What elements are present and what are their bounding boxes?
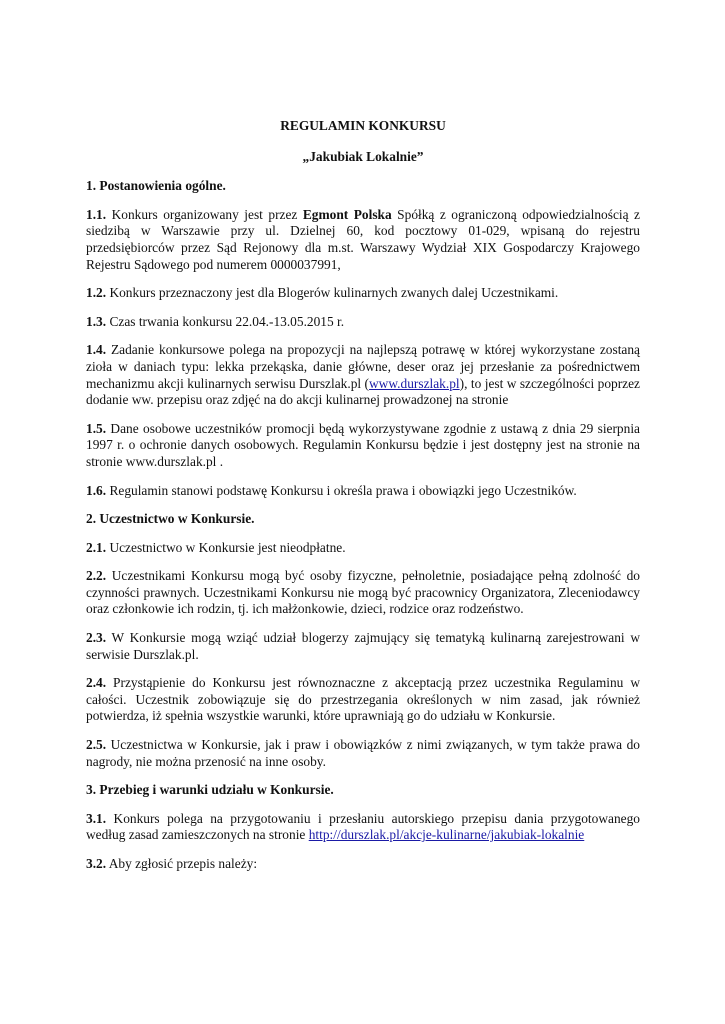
paragraph-text: Spółką z ograniczoną odpowiedzialnością z siedzibą w Warszawie przy ul. Dzielnej 60, kod pocztowy 01-029, wpisaną do rejestru przedsiębiorców przez Sąd Rejonowy dla m.st. Warszawy Wydział XIX Gospodarczy Krajowego Rejestru Sądowego pod numerem 0000037991, bbox=[86, 206, 640, 272]
paragraph-text: Konkurs przeznaczony jest dla Blogerów kulinarnych zwanych dalej Uczestnikami. bbox=[106, 285, 559, 301]
paragraph-number: 3.2. bbox=[86, 856, 107, 871]
paragraph-number: 1.1. bbox=[86, 206, 107, 222]
paragraph-text: Dane osobowe uczestników promocji będą wykorzystywane zgodnie z ustawą z dnia 29 sierpnia 1997 r. o ochronie danych osobowych. Regulamin Konkursu będzie i jest dostępny jest na stronie na stronie www.durszlak.pl . bbox=[86, 420, 640, 469]
paragraph-2-1 bbox=[86, 540, 640, 557]
paragraph-1-3 bbox=[86, 314, 640, 331]
paragraph-text: Konkurs polega na przygotowaniu i przesłaniu autorskiego przepisu dania przygotowanego według zasad zamieszczonych na stronie bbox=[86, 810, 640, 843]
paragraph-1-4 bbox=[86, 342, 640, 408]
akcje-kulinarne-link[interactable]: http://durszlak.pl/akcje-kulinarne/jakubiak-lokalnie bbox=[308, 827, 585, 843]
paragraph-number: 2.4. bbox=[86, 675, 107, 691]
paragraph-1-5 bbox=[86, 421, 640, 471]
paragraph-text: Regulamin stanowi podstawę Konkursu i określa prawa i obowiązki jego Uczestników. bbox=[106, 482, 577, 498]
paragraph-3-2 bbox=[86, 856, 640, 873]
paragraph-text: Uczestnikami Konkursu mogą być osoby fizyczne, pełnoletnie, posiadające pełną zdolność do czynności prawnych. Uczestnikami Konkursu nie mogą być pracownicy Organizatora, Zleceniodawcy oraz członkowie ich rodzin, tj. ich małżonkowie, dzieci, rodzice oraz rodzeństwo. bbox=[86, 568, 640, 617]
paragraph-2-4 bbox=[86, 675, 640, 725]
paragraph-2-3 bbox=[86, 630, 640, 663]
paragraph-1-1 bbox=[86, 207, 640, 273]
paragraph-text: Uczestnictwa w Konkursie, jak i praw i obowiązków z nimi związanych, w tym także prawa do nagrody, nie można przenosić na inne osoby. bbox=[86, 737, 640, 769]
document-subtitle: „Jakubiak Lokalnie” bbox=[302, 148, 424, 164]
paragraph-number: 2.2. bbox=[86, 568, 107, 584]
paragraph-number: 1.5. bbox=[86, 420, 107, 436]
paragraph-text: Zadanie konkursowe polega na propozycji na najlepszą potrawę w której wykorzystane zostaną zioła w daniach typu: lekka przekąska, danie główne, deser oraz jej przesłanie za pośrednictwem mechanizmu akcji kulinarnych serwisu Durszlak.pl ( bbox=[86, 342, 640, 391]
section-heading-2: 2. Uczestnictwo w Konkursie. bbox=[86, 511, 255, 527]
paragraph-2-5 bbox=[86, 737, 640, 770]
paragraph-text: Przystąpienie do Konkursu jest równoznaczne z akceptacją przez uczestnika Regulaminu w całości. Uczestnik zobowiązuje się do przestrzegania określonych w nim zasad, jak również potwierdza, iż spełnia wszystkie warunki, które uprawniają go do udziału w Konkursie. bbox=[86, 675, 640, 724]
paragraph-text: Konkurs organizowany jest przez bbox=[106, 206, 303, 222]
paragraph-text: Aby zgłosić przepis należy: bbox=[106, 856, 258, 871]
paragraph-text: Czas trwania konkursu 22.04.-13.05.2015 r. bbox=[106, 313, 345, 329]
paragraph-number: 3.1. bbox=[86, 810, 107, 826]
paragraph-text: Uczestnictwo w Konkursie jest nieodpłatne. bbox=[106, 539, 346, 555]
paragraph-number: 1.4. bbox=[86, 342, 107, 358]
paragraph-number: 1.2. bbox=[86, 285, 107, 301]
paragraph-2-2 bbox=[86, 568, 640, 618]
paragraph-3-1 bbox=[86, 811, 640, 844]
paragraph-text: W Konkursie mogą wziąć udział blogerzy zajmujący się tematyką kulinarną zarejestrowani w serwisie Durszlak.pl. bbox=[86, 630, 640, 662]
paragraph-text: ), to jest w szczególności poprzez dodanie ww. przepisu oraz zdjęć na do akcji kulinarnej prowadzonej na stronie bbox=[86, 375, 641, 408]
durszlak-link[interactable]: www.durszlak.pl bbox=[369, 375, 460, 391]
section-heading-1: 1. Postanowienia ogólne. bbox=[86, 178, 226, 194]
section-heading-3: 3. Przebieg i warunki udziału w Konkursie. bbox=[86, 782, 334, 798]
document-page bbox=[86, 118, 640, 885]
paragraph-number: 2.1. bbox=[86, 539, 107, 555]
paragraph-1-2 bbox=[86, 285, 640, 302]
document-title: REGULAMIN KONKURSU bbox=[280, 118, 446, 133]
organizer-name: Egmont Polska bbox=[302, 206, 392, 222]
paragraph-number: 2.3. bbox=[86, 630, 107, 646]
paragraph-number: 1.6. bbox=[86, 482, 107, 498]
paragraph-number: 2.5. bbox=[86, 737, 107, 753]
paragraph-1-6 bbox=[86, 483, 640, 500]
paragraph-number: 1.3. bbox=[86, 313, 107, 329]
